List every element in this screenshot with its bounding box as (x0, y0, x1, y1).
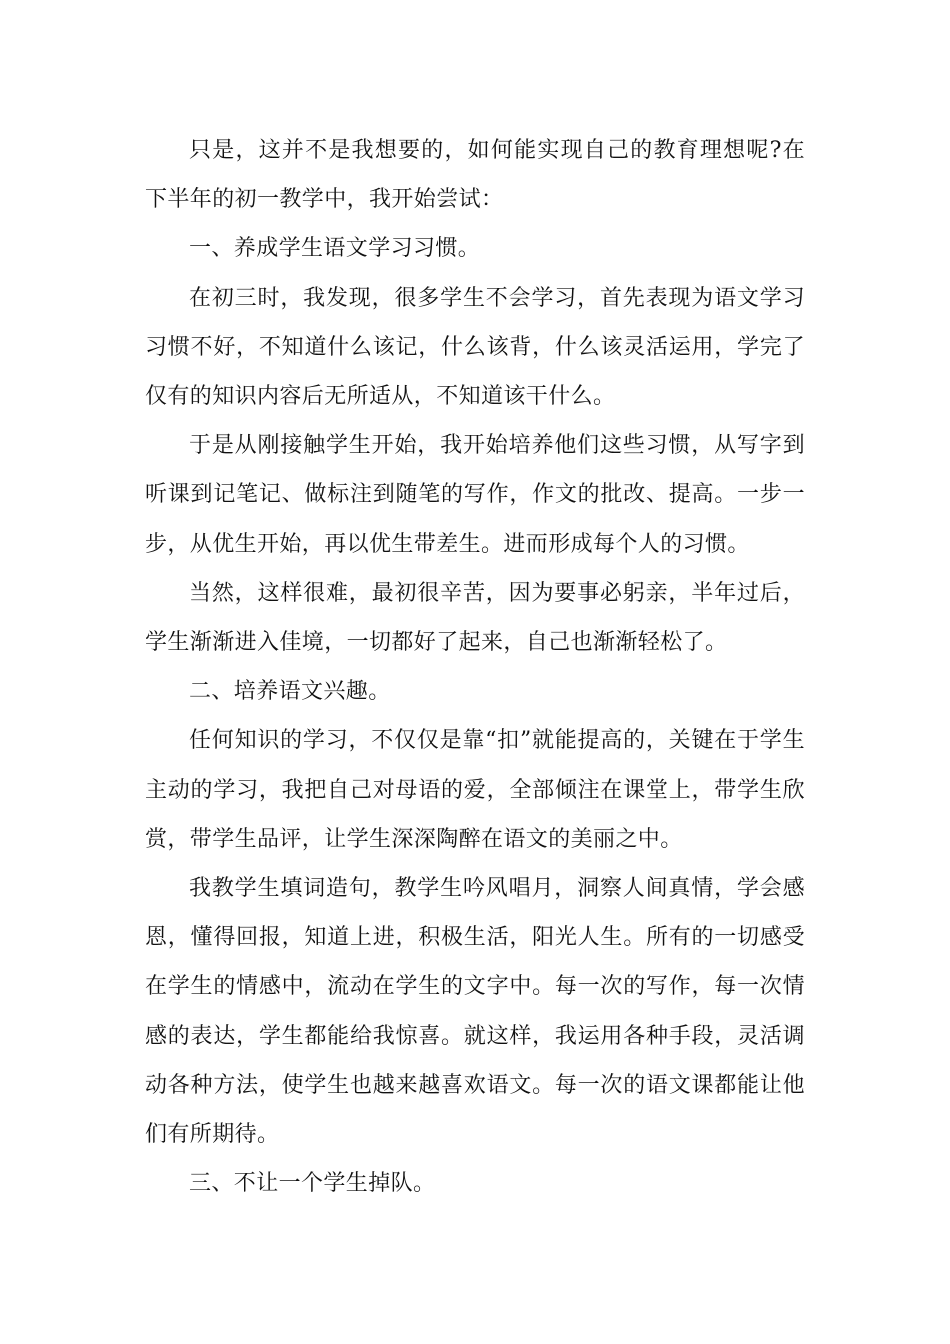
section-heading: 一、养成学生语文学习习惯。 (189, 236, 481, 262)
paragraph: 只是，这并不是我想要的，如何能实现自己的教育理想呢?在下半年的初一教学中，我开始尝试： (145, 138, 805, 213)
paragraph: 在初三时，我发现，很多学生不会学习，首先表现为语文学习习惯不好，不知道什么该记，什么该背，什么该灵活运用，学完了仅有的知识内容后无所适从，不知道该干什么。 (145, 285, 805, 410)
paragraph: 当然，这样很难，最初很辛苦，因为要事必躬亲，半年过后，学生渐渐进入佳境，一切都好了起来，自己也渐渐轻松了。 (145, 580, 805, 656)
section-heading: 三、不让一个学生掉队。 (189, 1171, 436, 1197)
document-body (145, 126, 805, 1208)
section-heading: 二、培养语文兴趣。 (189, 679, 391, 705)
paragraph: 我教学生填词造句，教学生吟风唱月，洞察人间真情，学会感恩，懂得回报，知道上进，积极生活，阳光人生。所有的一切感受在学生的情感中，流动在学生的文字中。每一次的写作，每一次情感的表达，学生都能给我惊喜。就这样，我运用各种手段，灵活调动各种方法，使学生也越来越喜欢语文。每一次的语文课都能让他们有所期待。 (145, 876, 805, 1148)
paragraph: 于是从刚接触学生开始，我开始培养他们这些习惯，从写字到听课到记笔记、做标注到随笔的写作，作文的批改、提高。一步一步，从优生开始，再以优生带差生。进而形成每个人的习惯。 (145, 433, 805, 557)
paragraph: 任何知识的学习，不仅仅是靠“扣”就能提高的，关键在于学生主动的学习，我把自己对母语的爱，全部倾注在课堂上，带学生欣赏，带学生品评，让学生深深陶醉在语文的美丽之中。 (145, 728, 805, 852)
